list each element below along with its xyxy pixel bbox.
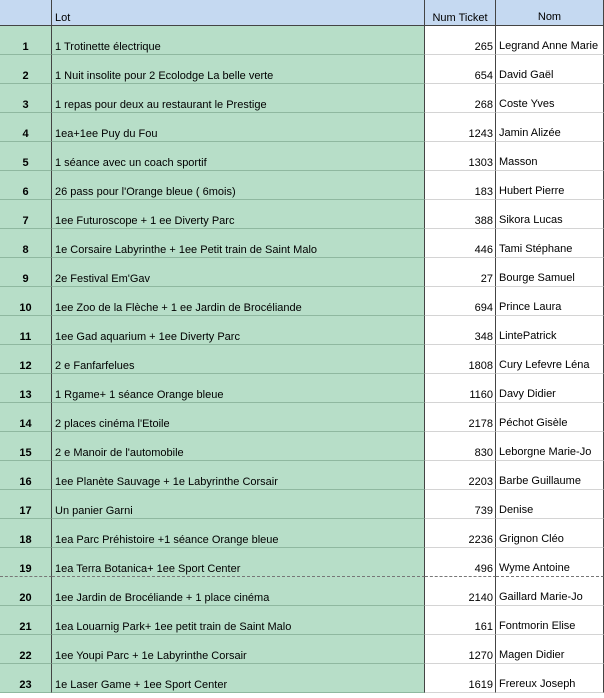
num-ticket-cell[interactable]: 1303	[425, 142, 496, 171]
table-row	[0, 519, 604, 548]
table-row	[0, 403, 604, 432]
num-ticket-cell[interactable]: 830	[425, 432, 496, 461]
nom-cell[interactable]: Péchot Gisèle	[496, 403, 604, 432]
num-ticket-cell[interactable]: 739	[425, 490, 496, 519]
row-number-cell[interactable]: 12	[0, 345, 52, 374]
table-row	[0, 432, 604, 461]
nom-cell[interactable]: Denise	[496, 490, 604, 519]
table-row	[0, 577, 604, 606]
num-ticket-cell[interactable]: 1160	[425, 374, 496, 403]
table-row	[0, 490, 604, 519]
lot-cell[interactable]: 1ee Planète Sauvage + 1e Labyrinthe Corsair	[52, 461, 425, 490]
table-row	[0, 461, 604, 490]
nom-cell[interactable]: Hubert Pierre	[496, 171, 604, 200]
row-number-cell[interactable]: 11	[0, 316, 52, 345]
nom-cell[interactable]: Cury Lefevre Léna	[496, 345, 604, 374]
lot-cell[interactable]: 1 Trotinette électrique	[52, 26, 425, 55]
nom-cell[interactable]: Masson	[496, 142, 604, 171]
lot-cell[interactable]: 2 e Fanfarfelues	[52, 345, 425, 374]
row-number-cell[interactable]: 21	[0, 606, 52, 635]
num-ticket-cell[interactable]: 161	[425, 606, 496, 635]
header-row	[0, 0, 604, 26]
nom-cell[interactable]: Gaillard Marie-Jo	[496, 577, 604, 606]
table-row	[0, 664, 604, 693]
num-ticket-cell[interactable]: 2178	[425, 403, 496, 432]
num-ticket-cell[interactable]: 1243	[425, 113, 496, 142]
num-ticket-cell[interactable]: 654	[425, 55, 496, 84]
row-number-cell[interactable]: 10	[0, 287, 52, 316]
nom-cell[interactable]: Fontmorin Elise	[496, 606, 604, 635]
row-number-cell[interactable]: 22	[0, 635, 52, 664]
nom-cell[interactable]: Tami Stéphane	[496, 229, 604, 258]
num-ticket-cell[interactable]: 265	[425, 26, 496, 55]
nom-cell[interactable]: Magen Didier	[496, 635, 604, 664]
nom-cell[interactable]: Jamin Alizée	[496, 113, 604, 142]
table-row	[0, 374, 604, 403]
num-ticket-cell[interactable]: 183	[425, 171, 496, 200]
num-ticket-cell[interactable]: 27	[425, 258, 496, 287]
row-number-cell[interactable]: 7	[0, 200, 52, 229]
nom-cell[interactable]: Legrand Anne Marie	[496, 26, 604, 55]
lot-cell[interactable]: 1 Nuit insolite pour 2 Ecolodge La belle verte	[52, 55, 425, 84]
table-row	[0, 316, 604, 345]
row-number-cell[interactable]: 14	[0, 403, 52, 432]
num-ticket-cell[interactable]: 348	[425, 316, 496, 345]
num-ticket-cell[interactable]: 388	[425, 200, 496, 229]
row-number-cell[interactable]: 3	[0, 84, 52, 113]
row-number-cell[interactable]: 2	[0, 55, 52, 84]
row-number-cell[interactable]: 19	[0, 548, 52, 577]
table-row	[0, 84, 604, 113]
lot-cell[interactable]: 1ea Louarnig Park+ 1ee petit train de Saint Malo	[52, 606, 425, 635]
table-row	[0, 113, 604, 142]
row-number-cell[interactable]: 6	[0, 171, 52, 200]
lot-cell[interactable]: 1ea Terra Botanica+ 1ee Sport Center	[52, 548, 425, 577]
row-number-cell[interactable]: 13	[0, 374, 52, 403]
num-ticket-cell[interactable]: 496	[425, 548, 496, 577]
num-ticket-cell[interactable]: 2140	[425, 577, 496, 606]
table-row	[0, 606, 604, 635]
num-ticket-cell[interactable]: 1619	[425, 664, 496, 693]
row-number-cell[interactable]: 17	[0, 490, 52, 519]
num-ticket-cell[interactable]: 446	[425, 229, 496, 258]
row-number-cell[interactable]: 23	[0, 664, 52, 693]
table-row	[0, 287, 604, 316]
header-cell-nom[interactable]: Nom	[496, 0, 604, 26]
row-number-cell[interactable]: 1	[0, 26, 52, 55]
lot-cell[interactable]: 1e Corsaire Labyrinthe + 1ee Petit train de Saint Malo	[52, 229, 425, 258]
num-ticket-cell[interactable]: 694	[425, 287, 496, 316]
lot-cell[interactable]: 1e Laser Game + 1ee Sport Center	[52, 664, 425, 693]
row-number-cell[interactable]: 5	[0, 142, 52, 171]
header-cell-num-ticket[interactable]: Num Ticket	[425, 0, 496, 26]
table-row	[0, 258, 604, 287]
table-row	[0, 142, 604, 171]
lot-cell[interactable]: 1 Rgame+ 1 séance Orange bleue	[52, 374, 425, 403]
num-ticket-cell[interactable]: 268	[425, 84, 496, 113]
lot-cell[interactable]: 1 repas pour deux au restaurant le Prestige	[52, 84, 425, 113]
nom-cell[interactable]: Frereux Joseph	[496, 664, 604, 693]
num-ticket-cell[interactable]: 1270	[425, 635, 496, 664]
lot-cell[interactable]: 1ea Parc Préhistoire +1 séance Orange bleue	[52, 519, 425, 548]
lot-cell[interactable]: Un panier Garni	[52, 490, 425, 519]
nom-cell[interactable]: Davy Didier	[496, 374, 604, 403]
row-number-cell[interactable]: 15	[0, 432, 52, 461]
num-ticket-cell[interactable]: 2236	[425, 519, 496, 548]
nom-cell[interactable]: Grignon Cléo	[496, 519, 604, 548]
lot-cell[interactable]: 1ee Futuroscope + 1 ee Diverty Parc	[52, 200, 425, 229]
table-row	[0, 345, 604, 374]
lot-cell[interactable]: 2e Festival Em'Gav	[52, 258, 425, 287]
lot-cell[interactable]: 26 pass pour l'Orange bleue ( 6mois)	[52, 171, 425, 200]
nom-cell[interactable]: Sikora Lucas	[496, 200, 604, 229]
lot-cell[interactable]: 1ee Zoo de la Flèche + 1 ee Jardin de Brocéliande	[52, 287, 425, 316]
nom-cell[interactable]: Wyme Antoine	[496, 548, 604, 577]
num-ticket-cell[interactable]: 1808	[425, 345, 496, 374]
row-number-cell[interactable]: 20	[0, 577, 52, 606]
table-row	[0, 26, 604, 55]
table-row	[0, 171, 604, 200]
row-number-cell[interactable]: 4	[0, 113, 52, 142]
header-cell-lot[interactable]: Lot	[52, 0, 425, 26]
nom-cell[interactable]: Coste Yves	[496, 84, 604, 113]
nom-cell[interactable]: Bourge Samuel	[496, 258, 604, 287]
lot-cell[interactable]: 1ee Gad aquarium + 1ee Diverty Parc	[52, 316, 425, 345]
table-row	[0, 548, 604, 577]
table-row	[0, 200, 604, 229]
lot-cell[interactable]: 1ea+1ee Puy du Fou	[52, 113, 425, 142]
row-number-cell[interactable]: 8	[0, 229, 52, 258]
nom-cell[interactable]: David Gaël	[496, 55, 604, 84]
nom-cell[interactable]: LintePatrick	[496, 316, 604, 345]
nom-cell[interactable]: Prince Laura	[496, 287, 604, 316]
lot-cell[interactable]: 1ee Jardin de Brocéliande + 1 place cinéma	[52, 577, 425, 606]
table-row	[0, 635, 604, 664]
table-body	[0, 26, 604, 693]
lot-cell[interactable]: 2 e Manoir de l'automobile	[52, 432, 425, 461]
nom-cell[interactable]: Barbe Guillaume	[496, 461, 604, 490]
header-cell-id[interactable]	[0, 0, 52, 26]
row-number-cell[interactable]: 16	[0, 461, 52, 490]
table-row	[0, 229, 604, 258]
row-number-cell[interactable]: 9	[0, 258, 52, 287]
lot-cell[interactable]: 1ee Youpi Parc + 1e Labyrinthe Corsair	[52, 635, 425, 664]
row-number-cell[interactable]: 18	[0, 519, 52, 548]
lot-cell[interactable]: 1 séance avec un coach sportif	[52, 142, 425, 171]
num-ticket-cell[interactable]: 2203	[425, 461, 496, 490]
lot-cell[interactable]: 2 places cinéma l'Etoile	[52, 403, 425, 432]
nom-cell[interactable]: Leborgne Marie-Jo	[496, 432, 604, 461]
table-row	[0, 55, 604, 84]
